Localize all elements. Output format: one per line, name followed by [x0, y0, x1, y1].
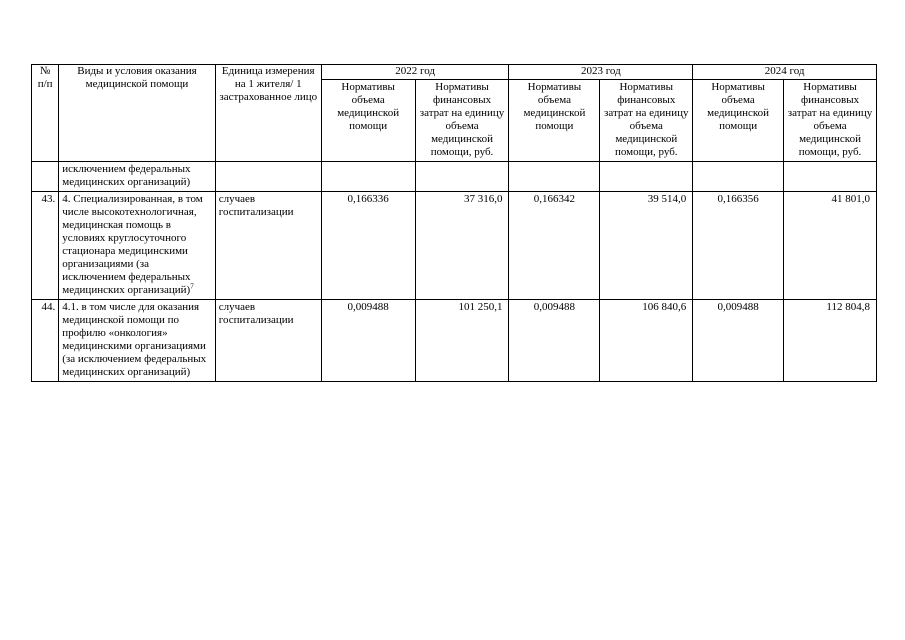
- header-cost-2023: Нормативы финансовых затрат на единицу объема медицинской помощи, руб.: [600, 80, 693, 162]
- header-volume-2023: Нормативы объема медицинской помощи: [509, 80, 600, 162]
- row-cost-2022: [415, 162, 509, 192]
- row-volume-2023: 0,009488: [509, 300, 600, 382]
- table-row: [32, 162, 877, 192]
- row-volume-2024: 0,009488: [693, 300, 784, 382]
- row-number: 44.: [32, 300, 59, 382]
- header-year-2023: 2023 год: [509, 65, 693, 80]
- row-unit: случаев госпитализации: [215, 192, 321, 300]
- row-unit: случаев госпитализации: [215, 300, 321, 382]
- header-col-kind: Виды и условия оказания медицинской помощи: [59, 65, 215, 162]
- row-volume-2022: [321, 162, 415, 192]
- row-kind: исключением федеральных медицинских организаций): [59, 162, 215, 192]
- row-volume-2022: 0,009488: [321, 300, 415, 382]
- footnote-marker: 7: [190, 282, 194, 291]
- row-volume-2024: 0,166356: [693, 192, 784, 300]
- header-cost-2024: Нормативы финансовых затрат на единицу объема медицинской помощи, руб.: [784, 80, 877, 162]
- row-volume-2023: [509, 162, 600, 192]
- row-number: 43.: [32, 192, 59, 300]
- row-number: [32, 162, 59, 192]
- row-cost-2024: [784, 162, 877, 192]
- row-volume-2023: 0,166342: [509, 192, 600, 300]
- header-volume-2022: Нормативы объема медицинской помощи: [321, 80, 415, 162]
- row-cost-2022: 101 250,1: [415, 300, 509, 382]
- header-col-unit: Единица измерения на 1 жителя/ 1 застрахованное лицо: [215, 65, 321, 162]
- row-cost-2023: 39 514,0: [600, 192, 693, 300]
- row-cost-2024: 112 804,8: [784, 300, 877, 382]
- header-row-1: [32, 65, 877, 80]
- row-kind-cell: [59, 192, 215, 300]
- row-cost-2024: 41 801,0: [784, 192, 877, 300]
- header-year-2022: 2022 год: [321, 65, 509, 80]
- row-kind: 4. Специализированная, в том числе высокотехнологичная, медицинская помощь в условиях круглосуточного стационара медицинскими организациями (за исключением федеральных медицинских организаций): [62, 193, 203, 296]
- header-col-num: № п/п: [32, 65, 59, 162]
- row-cost-2023: 106 840,6: [600, 300, 693, 382]
- header-cost-2022: Нормативы финансовых затрат на единицу объема медицинской помощи, руб.: [415, 80, 509, 162]
- row-cost-2022: 37 316,0: [415, 192, 509, 300]
- header-volume-2024: Нормативы объема медицинской помощи: [693, 80, 784, 162]
- row-volume-2024: [693, 162, 784, 192]
- normatives-table: [31, 64, 877, 382]
- row-unit: [215, 162, 321, 192]
- row-cost-2023: [600, 162, 693, 192]
- header-year-2024: 2024 год: [693, 65, 877, 80]
- table-row: [32, 192, 877, 300]
- table-row: [32, 300, 877, 382]
- row-kind: 4.1. в том числе для оказания медицинской помощи по профилю «онкология» медицинскими организациями (за исключением федеральных медицинских организаций): [59, 300, 215, 382]
- row-volume-2022: 0,166336: [321, 192, 415, 300]
